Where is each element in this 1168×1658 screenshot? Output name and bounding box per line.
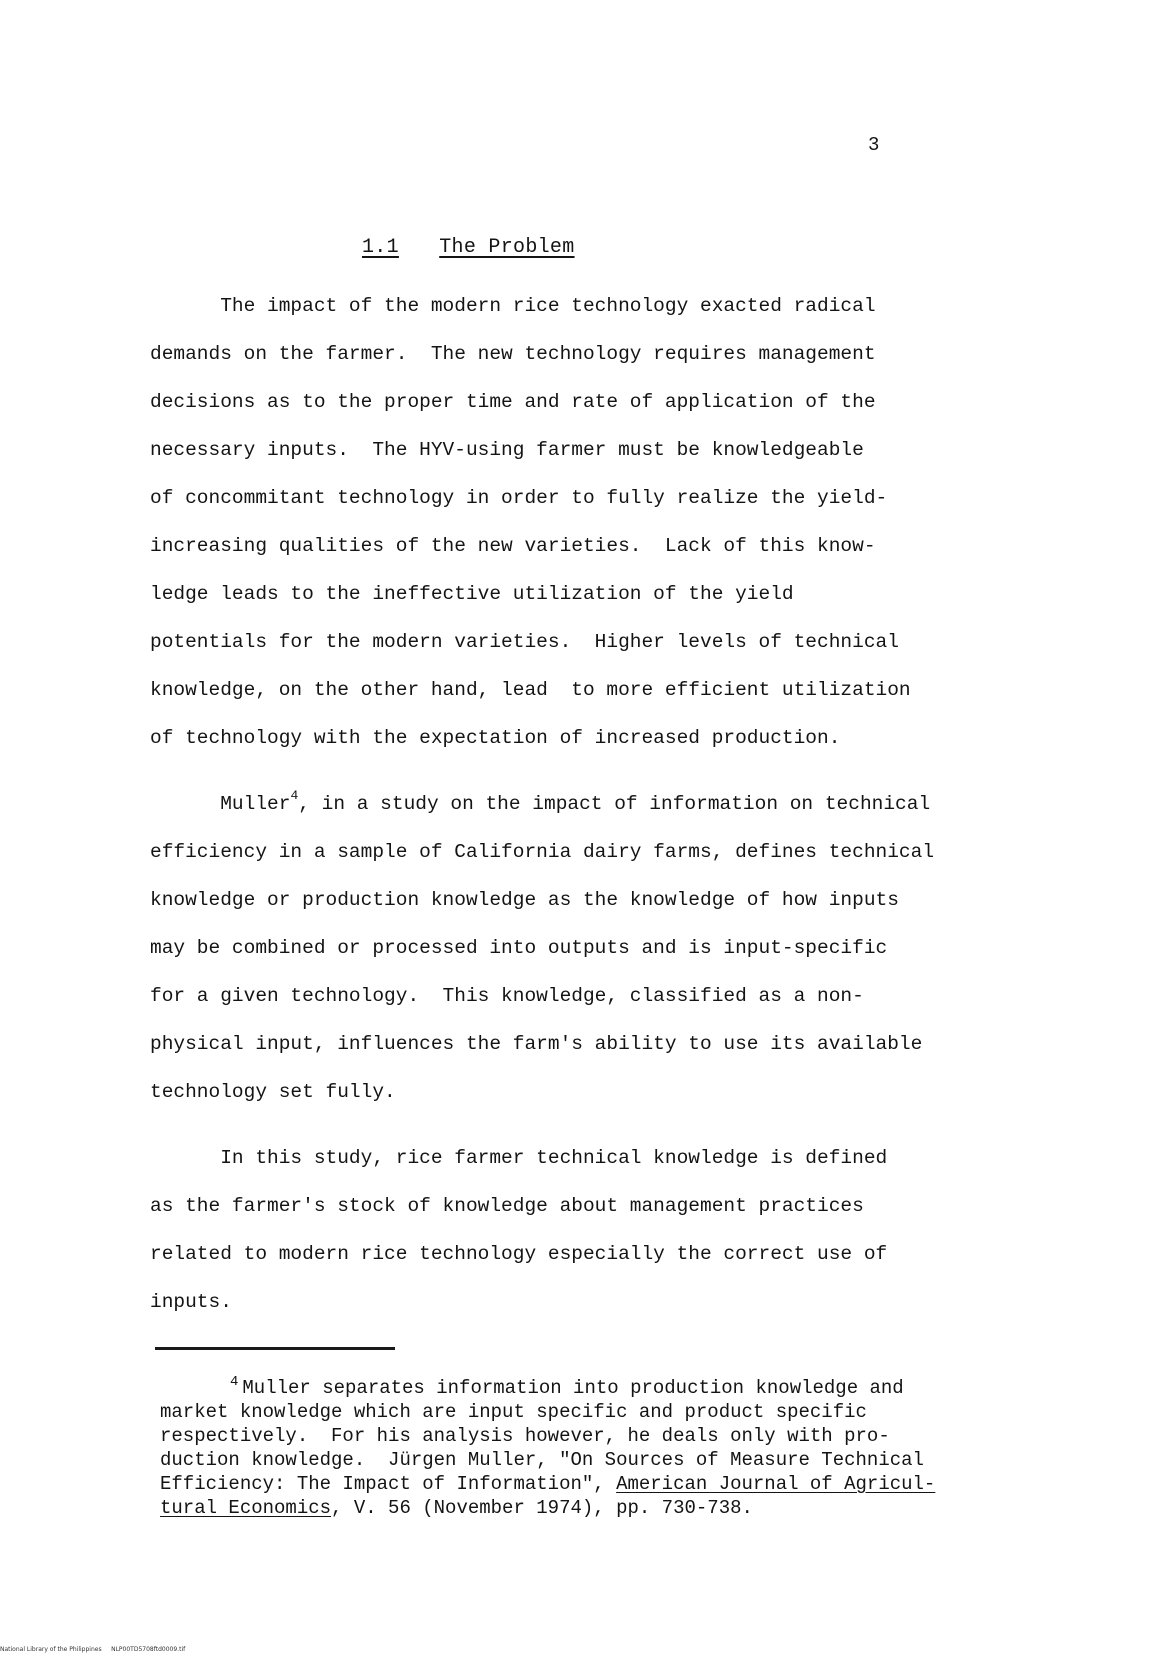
text-line: decisions as to the proper time and rate of application of the xyxy=(150,391,876,413)
footnote-marker: 4 xyxy=(230,1374,239,1390)
body-text xyxy=(150,282,950,1326)
text-line: of technology with the expectation of increased production. xyxy=(150,727,841,749)
text-line: may be combined or processed into outputs and is input-specific xyxy=(150,937,888,959)
text-line: potentials for the modern varieties. Higher levels of technical xyxy=(150,631,899,653)
footnote-line: market knowledge which are input specific and product specific xyxy=(160,1401,867,1423)
paragraph-3 xyxy=(150,1134,950,1326)
footnote-line xyxy=(160,1496,960,1520)
archive-credit: National Library of the Philippines NLP00TD5708ftd0009.tif xyxy=(0,1646,186,1653)
text-line: as the farmer's stock of knowledge about management practices xyxy=(150,1195,864,1217)
footnote-line: respectively. For his analysis however, he deals only with pro- xyxy=(160,1425,890,1447)
footnote-line xyxy=(160,1472,960,1496)
text-line: knowledge, on the other hand, lead to more efficient utilization xyxy=(150,679,911,701)
text-line: inputs. xyxy=(150,1291,232,1313)
text-line: increasing qualities of the new varieties. Lack of this know- xyxy=(150,535,876,557)
footnote xyxy=(160,1376,960,1520)
text-line: necessary inputs. The HYV-using farmer must be knowledgeable xyxy=(150,439,864,461)
section-number: 1.1 xyxy=(362,236,399,259)
text-line: The impact of the modern rice technology exacted radical xyxy=(150,295,876,317)
text-line xyxy=(150,780,950,828)
footnote-line: duction knowledge. Jürgen Muller, "On Sources of Measure Technical xyxy=(160,1449,924,1471)
text-segment: , V. 56 (November 1974), pp. 730-738. xyxy=(331,1497,753,1519)
text-segment: Efficiency: The Impact of Information", xyxy=(160,1473,617,1495)
text-line: ledge leads to the ineffective utilization of the yield xyxy=(150,583,794,605)
paragraph-1 xyxy=(150,282,950,762)
text-segment: Muller xyxy=(150,793,291,815)
text-line: In this study, rice farmer technical knowledge is defined xyxy=(150,1147,888,1169)
paragraph-2 xyxy=(150,780,950,1116)
text-line: related to modern rice technology especially the correct use of xyxy=(150,1243,888,1265)
journal-title: American Journal of Agricul- xyxy=(616,1473,936,1495)
page-number: 3 xyxy=(868,134,880,156)
section-title: The Problem xyxy=(439,236,575,259)
text-line: for a given technology. This knowledge, classified as a non- xyxy=(150,985,864,1007)
journal-title: tural Economics xyxy=(160,1497,332,1519)
text-line: technology set fully. xyxy=(150,1081,396,1103)
section-heading xyxy=(362,236,575,259)
footnote-reference: 4 xyxy=(290,788,299,803)
text-line: demands on the farmer. The new technology requires management xyxy=(150,343,876,365)
text-line: physical input, influences the farm's ability to use its available xyxy=(150,1033,923,1055)
footnote-separator xyxy=(155,1347,395,1350)
text-line: knowledge or production knowledge as the knowledge of how inputs xyxy=(150,889,899,911)
text-segment: Muller separates information into production knowledge and xyxy=(242,1377,904,1399)
text-line: of concommitant technology in order to fully realize the yield- xyxy=(150,487,888,509)
text-line: efficiency in a sample of California dairy farms, defines technical xyxy=(150,841,935,863)
footnote-line xyxy=(160,1376,960,1400)
text-segment: , in a study on the impact of information on technical xyxy=(298,793,931,815)
